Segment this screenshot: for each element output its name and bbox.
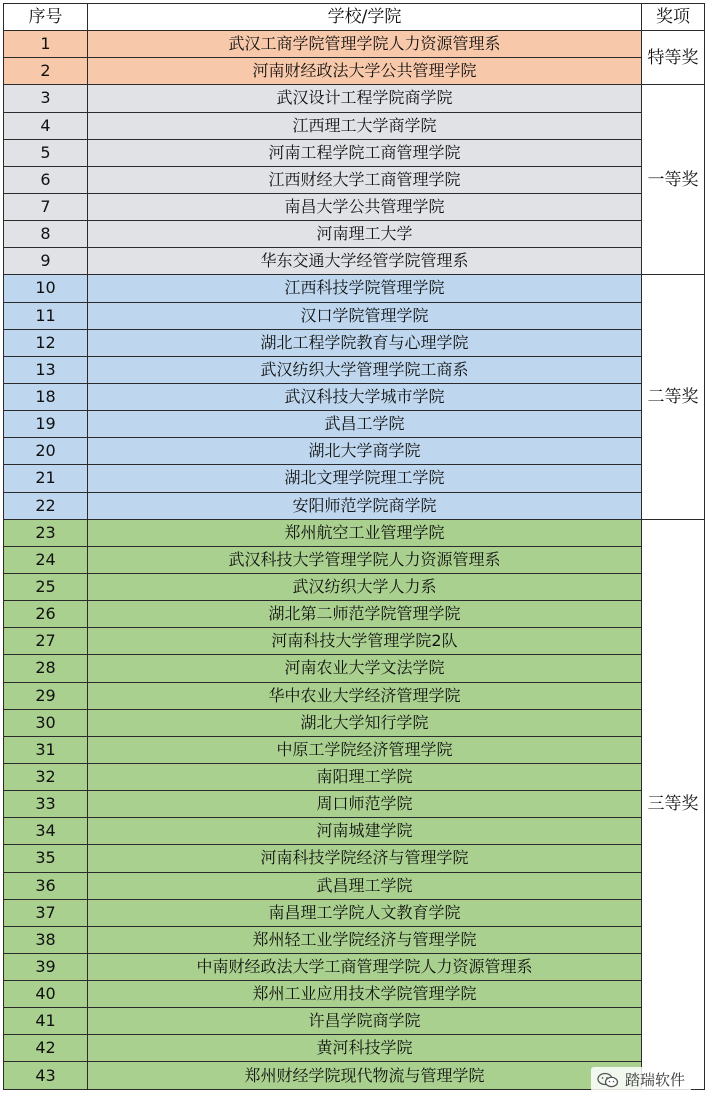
table-row bbox=[4, 655, 705, 682]
row-school: 安阳师范学院商学院 bbox=[88, 492, 642, 519]
header-school: 学校/学院 bbox=[88, 4, 642, 31]
row-school: 江西科技学院管理学院 bbox=[88, 275, 642, 302]
row-number: 36 bbox=[4, 872, 88, 899]
table-row bbox=[4, 31, 705, 58]
header-no: 序号 bbox=[4, 4, 88, 31]
award-level: 特等奖 bbox=[642, 31, 705, 85]
table-row bbox=[4, 492, 705, 519]
row-school: 湖北工程学院教育与心理学院 bbox=[88, 329, 642, 356]
row-number: 12 bbox=[4, 329, 88, 356]
wechat-icon bbox=[597, 1072, 619, 1088]
table-row bbox=[4, 519, 705, 546]
header-row bbox=[4, 4, 705, 31]
row-school: 江西理工大学商学院 bbox=[88, 112, 642, 139]
row-school: 中原工学院经济管理学院 bbox=[88, 736, 642, 763]
row-number: 29 bbox=[4, 682, 88, 709]
table-row bbox=[4, 139, 705, 166]
row-number: 43 bbox=[4, 1062, 88, 1089]
row-school: 湖北第二师范学院管理学院 bbox=[88, 601, 642, 628]
table-row bbox=[4, 112, 705, 139]
row-school: 湖北大学商学院 bbox=[88, 438, 642, 465]
row-number: 21 bbox=[4, 465, 88, 492]
row-number: 22 bbox=[4, 492, 88, 519]
row-number: 33 bbox=[4, 791, 88, 818]
row-school: 郑州财经学院现代物流与管理学院 bbox=[88, 1062, 642, 1089]
table-row bbox=[4, 383, 705, 410]
row-school: 南阳理工学院 bbox=[88, 763, 642, 790]
row-school: 武汉科技大学城市学院 bbox=[88, 383, 642, 410]
row-school: 华中农业大学经济管理学院 bbox=[88, 682, 642, 709]
row-school: 河南城建学院 bbox=[88, 818, 642, 845]
row-school: 河南科技学院经济与管理学院 bbox=[88, 845, 642, 872]
table-row bbox=[4, 926, 705, 953]
row-number: 26 bbox=[4, 601, 88, 628]
table-row bbox=[4, 709, 705, 736]
header-award: 奖项 bbox=[642, 4, 705, 31]
row-school: 武汉科技大学管理学院人力资源管理系 bbox=[88, 546, 642, 573]
watermark bbox=[591, 1067, 691, 1092]
table-row bbox=[4, 899, 705, 926]
row-number: 28 bbox=[4, 655, 88, 682]
row-school: 湖北文理学院理工学院 bbox=[88, 465, 642, 492]
table-body bbox=[4, 31, 705, 1089]
row-school: 黄河科技学院 bbox=[88, 1035, 642, 1062]
row-number: 7 bbox=[4, 193, 88, 220]
table-row bbox=[4, 682, 705, 709]
table-row bbox=[4, 872, 705, 899]
table-row bbox=[4, 791, 705, 818]
row-number: 41 bbox=[4, 1008, 88, 1035]
row-number: 27 bbox=[4, 628, 88, 655]
table-row bbox=[4, 221, 705, 248]
row-number: 38 bbox=[4, 926, 88, 953]
table-row bbox=[4, 193, 705, 220]
row-school: 河南理工大学 bbox=[88, 221, 642, 248]
watermark-text: 踏瑞软件 bbox=[624, 1071, 685, 1089]
award-level: 一等奖 bbox=[642, 85, 705, 275]
table-row bbox=[4, 465, 705, 492]
row-number: 19 bbox=[4, 411, 88, 438]
table-row bbox=[4, 546, 705, 573]
table-row bbox=[4, 356, 705, 383]
row-number: 25 bbox=[4, 573, 88, 600]
row-school: 南昌大学公共管理学院 bbox=[88, 193, 642, 220]
row-number: 9 bbox=[4, 248, 88, 275]
row-school: 武昌工学院 bbox=[88, 411, 642, 438]
table-row bbox=[4, 302, 705, 329]
table-row bbox=[4, 628, 705, 655]
award-table bbox=[3, 3, 705, 1090]
row-school: 武汉纺织大学人力系 bbox=[88, 573, 642, 600]
award-level: 二等奖 bbox=[642, 275, 705, 519]
row-number: 13 bbox=[4, 356, 88, 383]
table-row bbox=[4, 411, 705, 438]
row-number: 32 bbox=[4, 763, 88, 790]
row-school: 河南财经政法大学公共管理学院 bbox=[88, 58, 642, 85]
table-row bbox=[4, 329, 705, 356]
row-number: 30 bbox=[4, 709, 88, 736]
table-row bbox=[4, 1008, 705, 1035]
row-number: 5 bbox=[4, 139, 88, 166]
table-row bbox=[4, 953, 705, 980]
row-number: 1 bbox=[4, 31, 88, 58]
table-row bbox=[4, 85, 705, 112]
row-school: 江西财经大学工商管理学院 bbox=[88, 166, 642, 193]
table-row bbox=[4, 736, 705, 763]
row-number: 24 bbox=[4, 546, 88, 573]
table-row bbox=[4, 166, 705, 193]
table-row bbox=[4, 1035, 705, 1062]
row-number: 35 bbox=[4, 845, 88, 872]
award-level: 三等奖 bbox=[642, 519, 705, 1089]
row-number: 20 bbox=[4, 438, 88, 465]
row-number: 39 bbox=[4, 953, 88, 980]
row-school: 南昌理工学院人文教育学院 bbox=[88, 899, 642, 926]
row-school: 武汉工商学院管理学院人力资源管理系 bbox=[88, 31, 642, 58]
row-school: 许昌学院商学院 bbox=[88, 1008, 642, 1035]
row-school: 郑州航空工业管理学院 bbox=[88, 519, 642, 546]
row-school: 华东交通大学经管学院管理系 bbox=[88, 248, 642, 275]
row-number: 37 bbox=[4, 899, 88, 926]
row-school: 武汉设计工程学院商学院 bbox=[88, 85, 642, 112]
row-school: 武昌理工学院 bbox=[88, 872, 642, 899]
row-school: 郑州工业应用技术学院管理学院 bbox=[88, 981, 642, 1008]
row-number: 42 bbox=[4, 1035, 88, 1062]
row-school: 中南财经政法大学工商管理学院人力资源管理系 bbox=[88, 953, 642, 980]
table-row bbox=[4, 248, 705, 275]
table-row bbox=[4, 981, 705, 1008]
row-number: 40 bbox=[4, 981, 88, 1008]
table-row bbox=[4, 58, 705, 85]
table-row bbox=[4, 573, 705, 600]
row-number: 8 bbox=[4, 221, 88, 248]
row-number: 4 bbox=[4, 112, 88, 139]
table-row bbox=[4, 763, 705, 790]
row-school: 河南农业大学文法学院 bbox=[88, 655, 642, 682]
row-number: 23 bbox=[4, 519, 88, 546]
row-school: 河南工程学院工商管理学院 bbox=[88, 139, 642, 166]
row-number: 34 bbox=[4, 818, 88, 845]
row-number: 2 bbox=[4, 58, 88, 85]
row-number: 31 bbox=[4, 736, 88, 763]
table-row bbox=[4, 438, 705, 465]
row-school: 汉口学院管理学院 bbox=[88, 302, 642, 329]
row-number: 11 bbox=[4, 302, 88, 329]
row-number: 18 bbox=[4, 383, 88, 410]
row-school: 湖北大学知行学院 bbox=[88, 709, 642, 736]
row-school: 周口师范学院 bbox=[88, 791, 642, 818]
table-row bbox=[4, 818, 705, 845]
table-row bbox=[4, 275, 705, 302]
row-number: 6 bbox=[4, 166, 88, 193]
row-school: 武汉纺织大学管理学院工商系 bbox=[88, 356, 642, 383]
table-row bbox=[4, 601, 705, 628]
row-school: 郑州轻工业学院经济与管理学院 bbox=[88, 926, 642, 953]
row-number: 10 bbox=[4, 275, 88, 302]
row-school: 河南科技大学管理学院2队 bbox=[88, 628, 642, 655]
table-row bbox=[4, 845, 705, 872]
row-number: 3 bbox=[4, 85, 88, 112]
